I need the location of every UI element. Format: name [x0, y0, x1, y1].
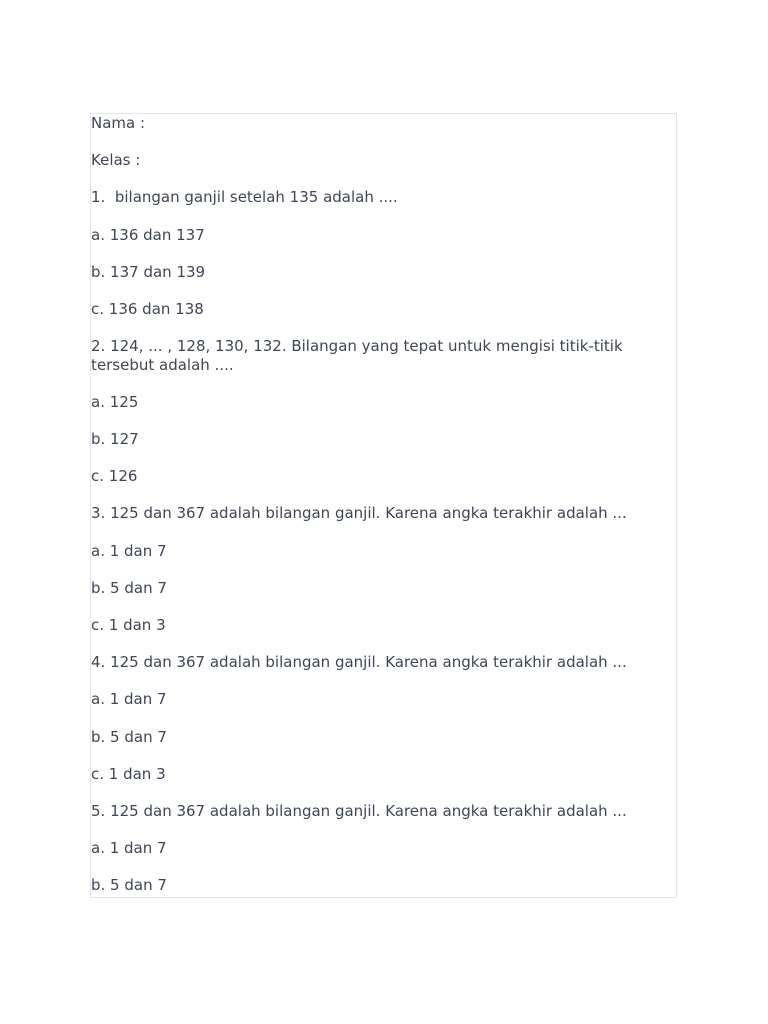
question-1-option-b: b. 137 dan 139: [91, 262, 206, 281]
question-1-option-c: c. 136 dan 138: [91, 299, 204, 318]
question-2-option-a: a. 125: [91, 392, 139, 411]
question-1-option-a: a. 136 dan 137: [91, 225, 205, 244]
question-4-text: 4. 125 dan 367 adalah bilangan ganjil. Karena angka terakhir adalah ...: [91, 653, 627, 672]
question-4-option-a: a. 1 dan 7: [91, 690, 167, 709]
question-1-text: 1. bilangan ganjil setelah 135 adalah ....: [91, 188, 398, 207]
class-field-label: Kelas :: [91, 151, 141, 170]
document-content: [91, 114, 651, 895]
name-field-label: Nama :: [91, 114, 146, 132]
question-5-option-b: b. 5 dan 7: [91, 876, 167, 895]
question-5-option-a: a. 1 dan 7: [91, 839, 167, 858]
question-4-option-c: c. 1 dan 3: [91, 764, 166, 783]
question-3-option-c: c. 1 dan 3: [91, 615, 166, 634]
question-3-text: 3. 125 dan 367 adalah bilangan ganjil. Karena angka terakhir adalah ...: [91, 504, 627, 523]
question-2-option-b: b. 127: [91, 430, 139, 448]
question-3-option-b: b. 5 dan 7: [91, 578, 167, 597]
question-2-text: 2. 124, ... , 128, 130, 132. Bilangan yang tepat untuk mengisi titik-titik tersebut adalah ....: [91, 337, 628, 374]
question-2-option-c: c. 126: [91, 467, 138, 486]
question-3-option-a: a. 1 dan 7: [91, 541, 167, 560]
question-5-text: 5. 125 dan 367 adalah bilangan ganjil. Karena angka terakhir adalah ...: [91, 801, 627, 820]
document-page: [90, 113, 677, 898]
question-4-option-b: b. 5 dan 7: [91, 727, 167, 746]
